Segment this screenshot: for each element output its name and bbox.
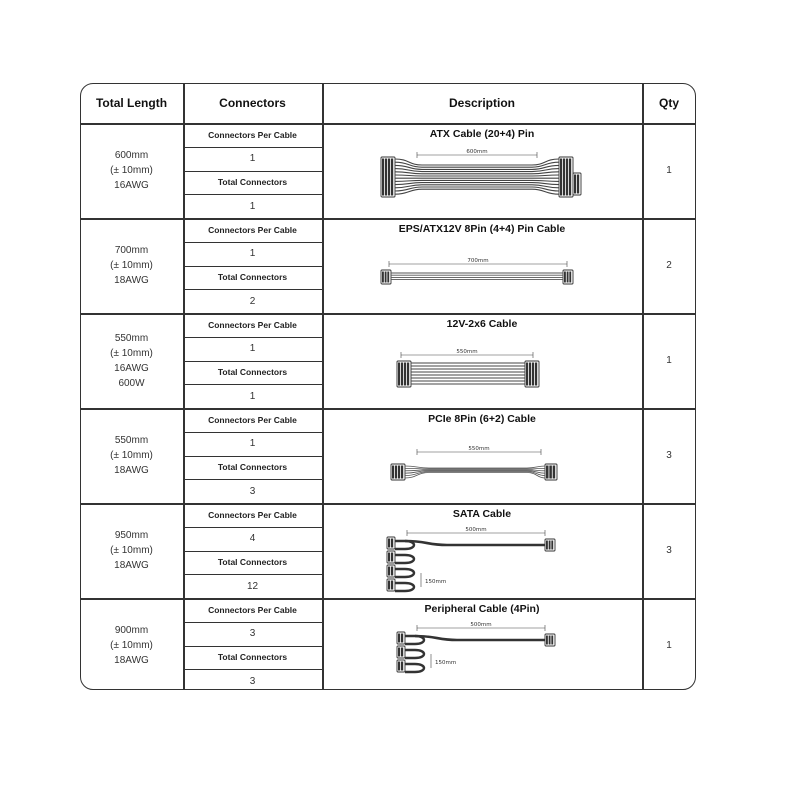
connector-pin (401, 363, 403, 386)
cable-diagram (377, 428, 587, 500)
cable-title: SATA Cable (452, 508, 512, 520)
connector-pin (398, 634, 400, 643)
description-cell (322, 313, 642, 408)
connector-pin (526, 363, 528, 386)
length-line: 16AWG (114, 180, 149, 191)
connector-pin (398, 466, 400, 479)
total-connectors-value: 12 (246, 580, 259, 592)
cable-diagram (377, 143, 587, 215)
cable-diagram (377, 523, 587, 595)
cable-loop (395, 569, 414, 577)
connector-pin (385, 159, 387, 196)
qty-cell: 3 (666, 450, 672, 461)
cable-loop (405, 664, 424, 672)
total-connectors-label: Total Connectors (217, 272, 288, 283)
length-line: 18AWG (114, 465, 149, 476)
length-line: 18AWG (114, 275, 149, 286)
connector-pin (546, 636, 548, 645)
total-connectors-label: Total Connectors (217, 652, 288, 663)
length-line: (± 10mm) (110, 640, 153, 651)
connectors-per-cable-value: 1 (249, 248, 256, 260)
connector-pin (401, 466, 403, 479)
total-connectors-value: 1 (249, 390, 256, 402)
connectors-per-cable-label: Connectors Per Cable (208, 129, 297, 140)
connector-pin (395, 466, 397, 479)
cable-diagram (377, 238, 587, 310)
cable-title: EPS/ATX12V 8Pin (4+4) Pin Cable (398, 223, 566, 235)
connector-pin (388, 567, 390, 576)
cable-wire (395, 189, 559, 194)
dimension-label: 600mm (466, 149, 488, 155)
connectors-per-cable-value: 1 (249, 438, 256, 450)
dimension-label: 150mm (425, 579, 447, 585)
connector-pin (551, 541, 553, 550)
total-length-cell (80, 313, 183, 408)
length-line: 600W (118, 377, 145, 389)
connector-pin (546, 541, 548, 550)
dimension-label: 500mm (465, 527, 487, 533)
total-connectors-value: 3 (249, 485, 256, 497)
connector-pin (382, 159, 384, 196)
connector-pin (398, 648, 400, 657)
length-line: 950mm (114, 530, 149, 541)
connector-pin (388, 539, 390, 548)
qty-cell: 1 (666, 640, 672, 651)
connector-pin (401, 662, 403, 671)
connector-pin (574, 175, 576, 194)
header-description: Description (448, 96, 515, 110)
connector-pin (382, 272, 384, 283)
dimension-label: 550mm (468, 446, 490, 452)
connector-pin (398, 662, 400, 671)
qty-cell: 3 (666, 545, 672, 556)
connector-pin (401, 648, 403, 657)
cable-wire (405, 466, 545, 468)
connector-pin (398, 363, 400, 386)
total-length-cell (80, 218, 183, 313)
connector-pin (391, 567, 393, 576)
connector-pin (391, 581, 393, 590)
cable-title: 12V-2x6 Cable (446, 318, 518, 330)
cable-main-run (415, 636, 545, 640)
length-line: 900mm (114, 625, 149, 636)
length-line: (± 10mm) (110, 545, 153, 556)
connector-pin (563, 159, 565, 196)
description-cell (322, 408, 642, 503)
connectors-per-cable-label: Connectors Per Cable (208, 319, 297, 330)
header-qty: Qty (658, 96, 679, 110)
connector-pin (407, 363, 409, 386)
connector-pin (564, 272, 566, 283)
length-line: (± 10mm) (110, 347, 153, 359)
total-connectors-value: 3 (249, 675, 256, 687)
connector-pin (388, 581, 390, 590)
length-line: 700mm (114, 245, 149, 256)
cable-wire (395, 159, 559, 165)
connector-pin (569, 159, 571, 196)
total-length-cell (80, 123, 183, 218)
connector-pin (388, 553, 390, 562)
connector-pin (529, 363, 531, 386)
connector-pin (401, 634, 403, 643)
total-connectors-value: 1 (249, 200, 256, 212)
cable-loop (395, 583, 414, 591)
qty-cell: 2 (666, 260, 672, 271)
description-cell (322, 598, 642, 693)
connector-pin (388, 159, 390, 196)
cable-wire (395, 175, 559, 176)
length-line: (± 10mm) (110, 450, 153, 461)
connectors-per-cable-value: 1 (249, 153, 256, 165)
connectors-per-cable-value: 1 (249, 343, 256, 355)
connector-pin (391, 553, 393, 562)
connectors-per-cable-label: Connectors Per Cable (208, 224, 297, 235)
cable-wire (405, 473, 545, 479)
total-connectors-label: Total Connectors (217, 367, 288, 378)
connector-pin (385, 272, 387, 283)
cable-title: PCIe 8Pin (6+2) Cable (428, 413, 536, 425)
total-connectors-label: Total Connectors (217, 462, 288, 473)
length-line: (± 10mm) (110, 165, 153, 176)
cable-main-run (405, 541, 545, 545)
connector-pin (404, 363, 406, 386)
dimension-label: 500mm (470, 622, 492, 628)
connector-pin (553, 466, 556, 479)
length-line: 600mm (114, 150, 149, 161)
connector-pin (546, 466, 549, 479)
dimension-label: 550mm (456, 349, 478, 355)
total-length-cell (80, 598, 183, 693)
length-line: 18AWG (114, 560, 149, 571)
qty-cell: 1 (666, 355, 672, 366)
length-line: 550mm (114, 435, 149, 446)
connector-pin (387, 272, 389, 283)
length-line: 550mm (114, 332, 149, 344)
connectors-per-cable-value: 3 (249, 628, 256, 640)
connector-pin (392, 466, 394, 479)
qty-cell: 1 (666, 165, 672, 176)
length-line: 18AWG (114, 655, 149, 666)
connectors-per-cable-label: Connectors Per Cable (208, 509, 297, 520)
connector-pin (549, 466, 552, 479)
header-total-length: Total Length (95, 96, 168, 110)
connectors-per-cable-label: Connectors Per Cable (208, 604, 297, 615)
total-length-cell (80, 408, 183, 503)
description-cell (322, 503, 642, 598)
total-connectors-value: 2 (249, 295, 256, 307)
total-connectors-label: Total Connectors (217, 177, 288, 188)
connector-pin (532, 363, 534, 386)
connector-pin (549, 541, 551, 550)
cable-title: Peripheral Cable (4Pin) (424, 603, 540, 615)
dimension-label: 700mm (467, 258, 489, 264)
description-cell (322, 218, 642, 313)
cable-diagram (377, 618, 587, 690)
connector-pin (569, 272, 571, 283)
connector-pin (391, 159, 393, 196)
length-line: 16AWG (114, 362, 149, 374)
cable-wire (395, 180, 559, 181)
header-connectors: Connectors (219, 96, 286, 110)
total-connectors-label: Total Connectors (217, 557, 288, 568)
connector-pin (549, 636, 551, 645)
connector-pin (567, 272, 569, 283)
connector-pin (566, 159, 568, 196)
connector-pin (560, 159, 562, 196)
description-cell (322, 123, 642, 218)
connector-pin (391, 539, 393, 548)
total-length-cell (80, 503, 183, 598)
connector-pin (535, 363, 537, 386)
cable-title: ATX Cable (20+4) Pin (429, 128, 535, 140)
cable-loop (405, 650, 424, 658)
connector-pin (551, 636, 553, 645)
connectors-per-cable-value: 4 (249, 533, 256, 545)
cable-diagram (377, 333, 587, 405)
cable-wire (405, 468, 545, 469)
connector-pin (577, 175, 579, 194)
cable-loop (395, 555, 414, 563)
connectors-per-cable-label: Connectors Per Cable (208, 414, 297, 425)
dimension-label: 150mm (435, 660, 457, 666)
length-line: (± 10mm) (110, 260, 153, 271)
cable-spec-table (80, 83, 696, 690)
